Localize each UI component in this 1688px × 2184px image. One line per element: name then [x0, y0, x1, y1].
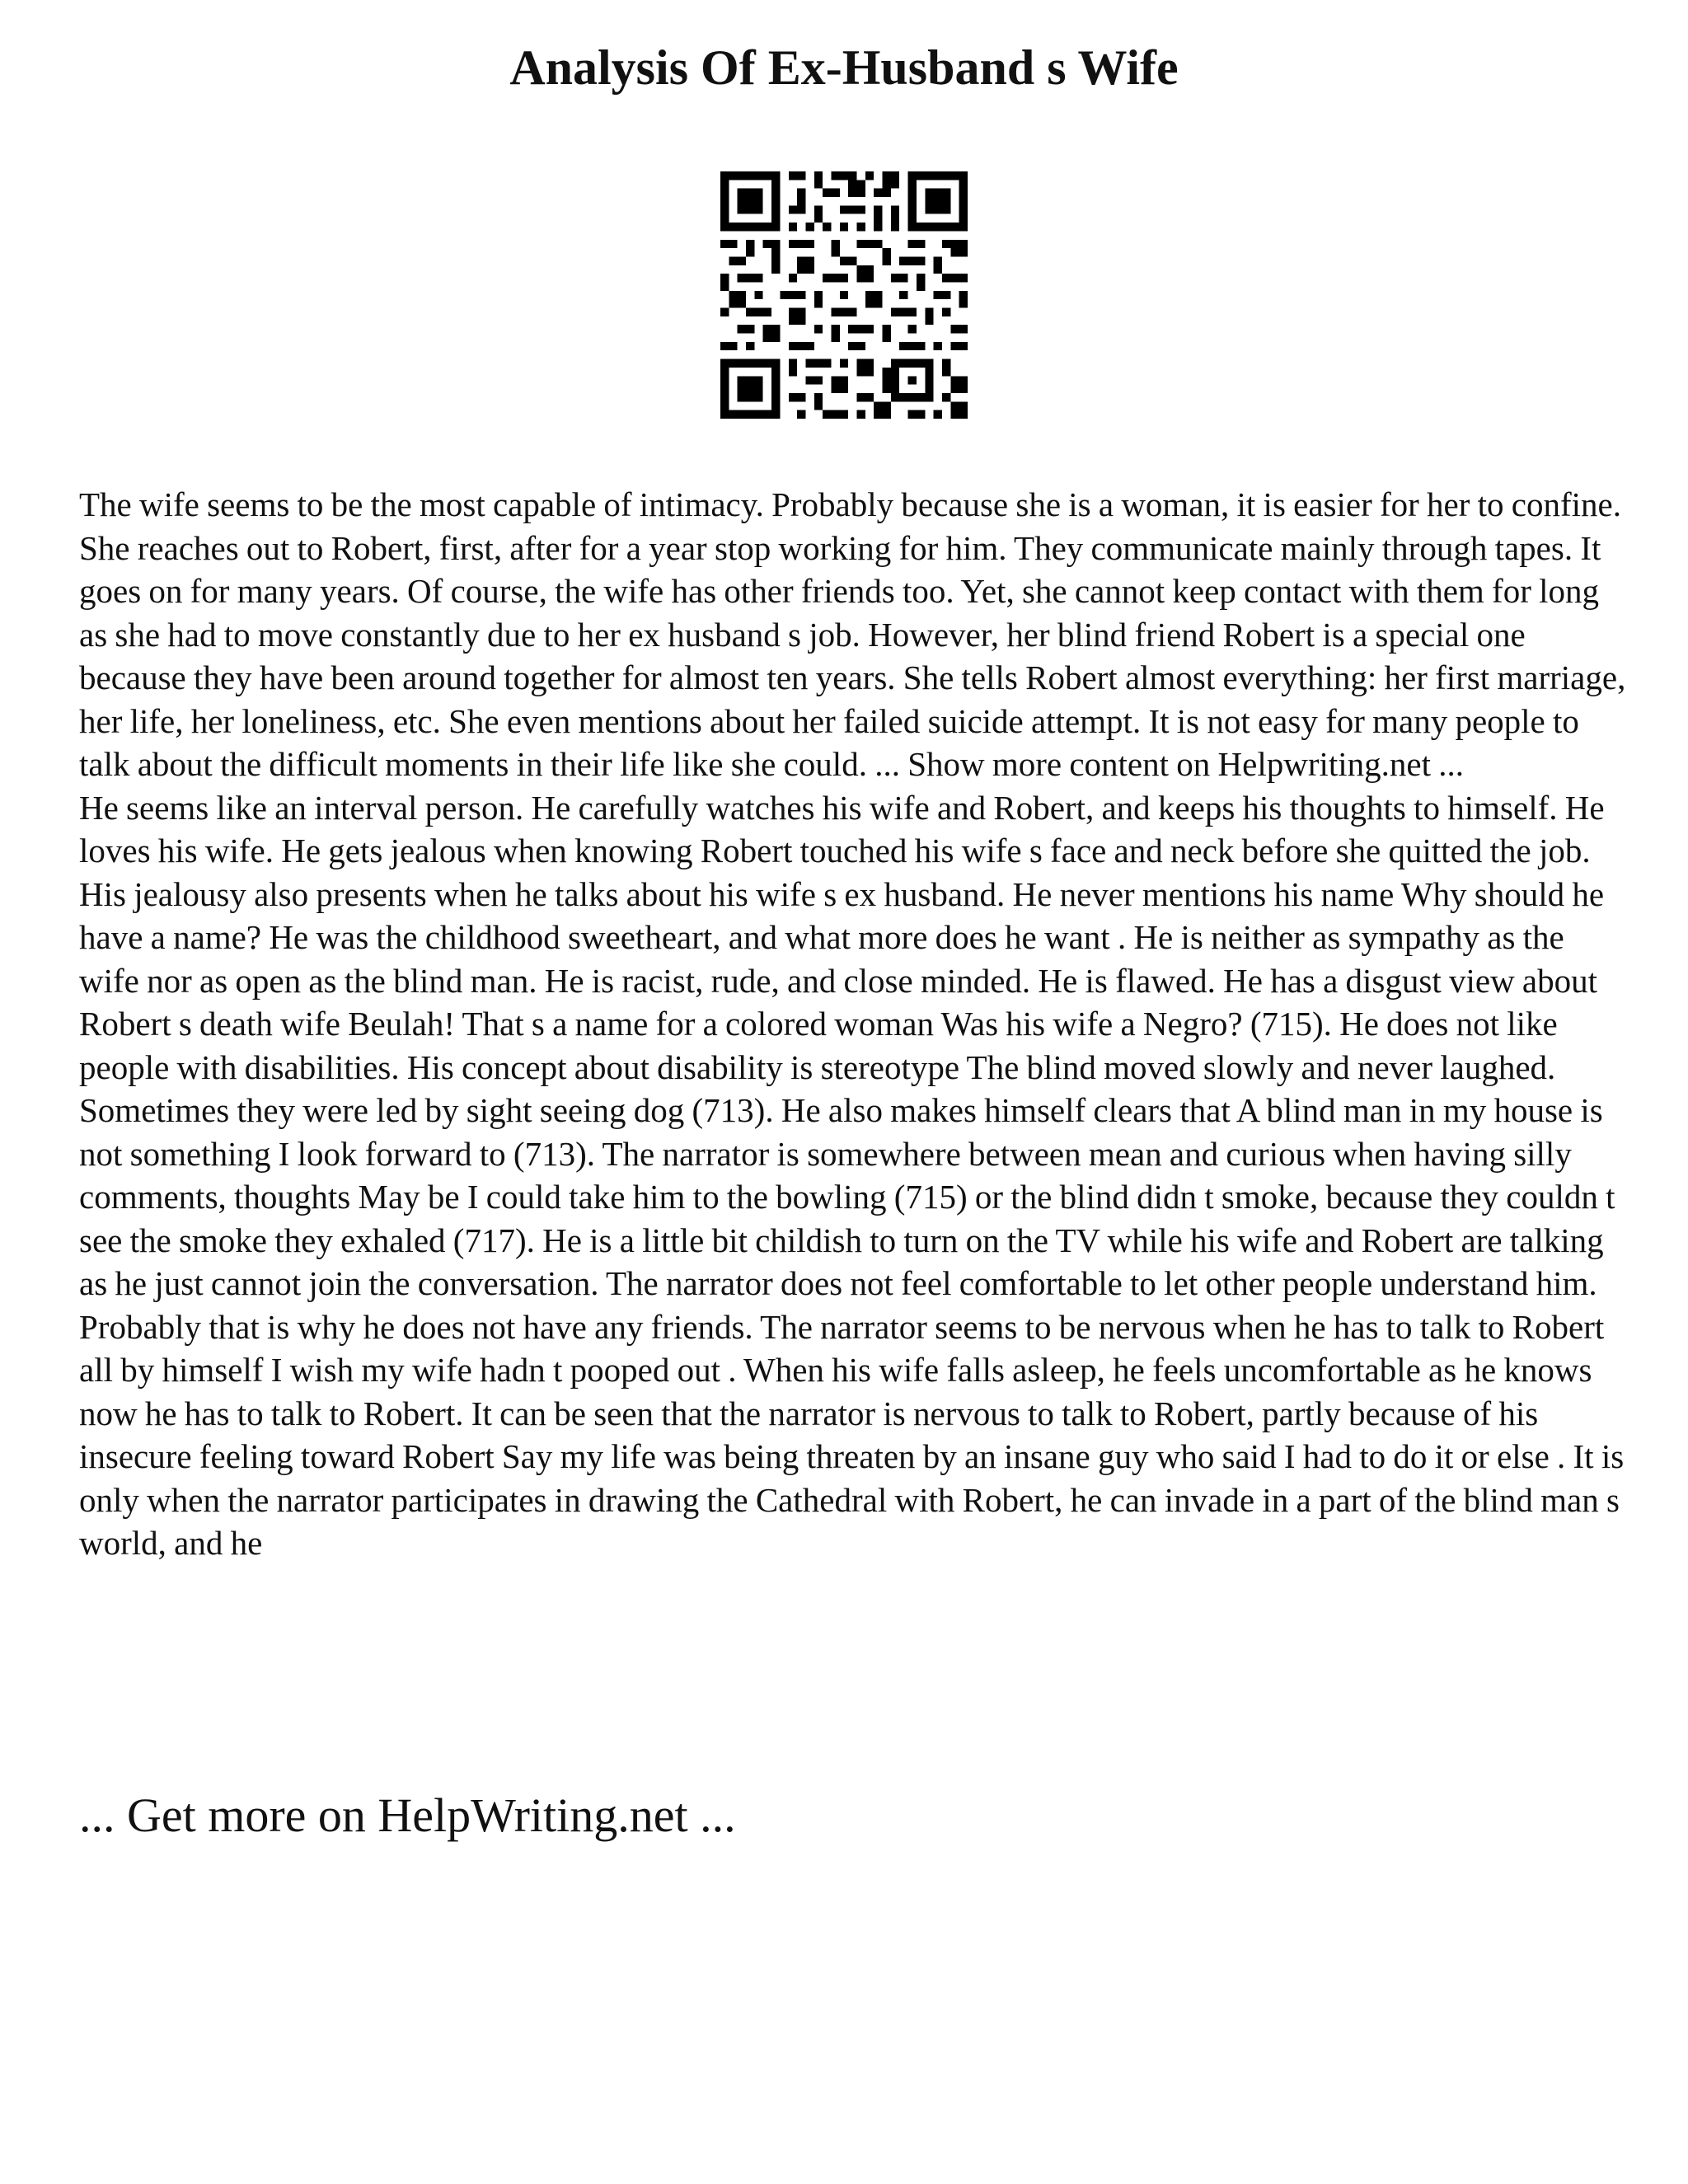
paragraph-intro: The wife seems to be the most capable of intimacy. Probably because she is a woman, it is easier for her to confine. She reaches out to Robert, first, after for a year stop working for him. They communicate mainly through tapes. It goes on for many years. Of course, the wife has other friends too. Yet, she cannot keep contact with them for long as she had to move constantly due to her ex husband s job. However, her blind friend Robert is a special one because they have been around together for almost ten years. She tells Robert almost everything: her first marriage, her life, her loneliness, etc. She even mentions about her failed suicide attempt. It is not easy for many people to talk about the difficult moments in their life like she could. ... Show more content on Helpwriting.net ...	[79, 485, 1626, 783]
paragraph-narrator: He seems like an interval person. He carefully watches his wife and Robert, and keeps his thoughts to himself. He loves his wife. He gets jealous when knowing Robert touched his wife s face and neck before she quitted the job. His jealousy also presents when he talks about his wife s ex husband. He never mentions his name Why should he have a name? He was the childhood sweetheart, and what more does he want . He is neither as sympathy as the wife nor as open as the blind man. He is racist, rude, and close minded. He is flawed. He has a disgust view about Robert s death wife Beulah! That s a name for a colored woman Was his wife a Negro? (715). He does not like people with disabilities. His concept about disability is stereotype The blind moved slowly and never laughed. Sometimes they were led by sight seeing dog (713). He also makes himself clears that A blind man in my house is not something I look forward to (713). The narrator is somewhere between mean and curious when having silly comments, thoughts May be I could take him to the bowling (715) or the blind didn t smoke, because they couldn t see the smoke they exhaled (717). He is a little bit childish to turn on the TV while his wife and Robert are talking as he just cannot join the conversation. The narrator does not feel comfortable to let other people understand him. Probably that is why he does not have any friends. The narrator seems to be nervous when he has to talk to Robert all by himself I wish my wife hadn t pooped out . When his wife falls asleep, he feels uncomfortable as he knows now he has to talk to Robert. It can be seen that the narrator is nervous to talk to Robert, partly because of his insecure feeling toward Robert Say my life was being threaten by an insane guy who said I had to do it or else . It is only when the narrator participates in drawing the Cathedral with Robert, he can invade in a part of the blind man s world, and he	[79, 788, 1625, 1562]
document-body	[79, 483, 1629, 1565]
qr-code-icon	[720, 171, 968, 419]
document-title: Analysis Of Ex-Husband s Wife	[509, 40, 1179, 95]
get-more-link[interactable]: ... Get more on HelpWriting.net ...	[79, 1788, 736, 1842]
